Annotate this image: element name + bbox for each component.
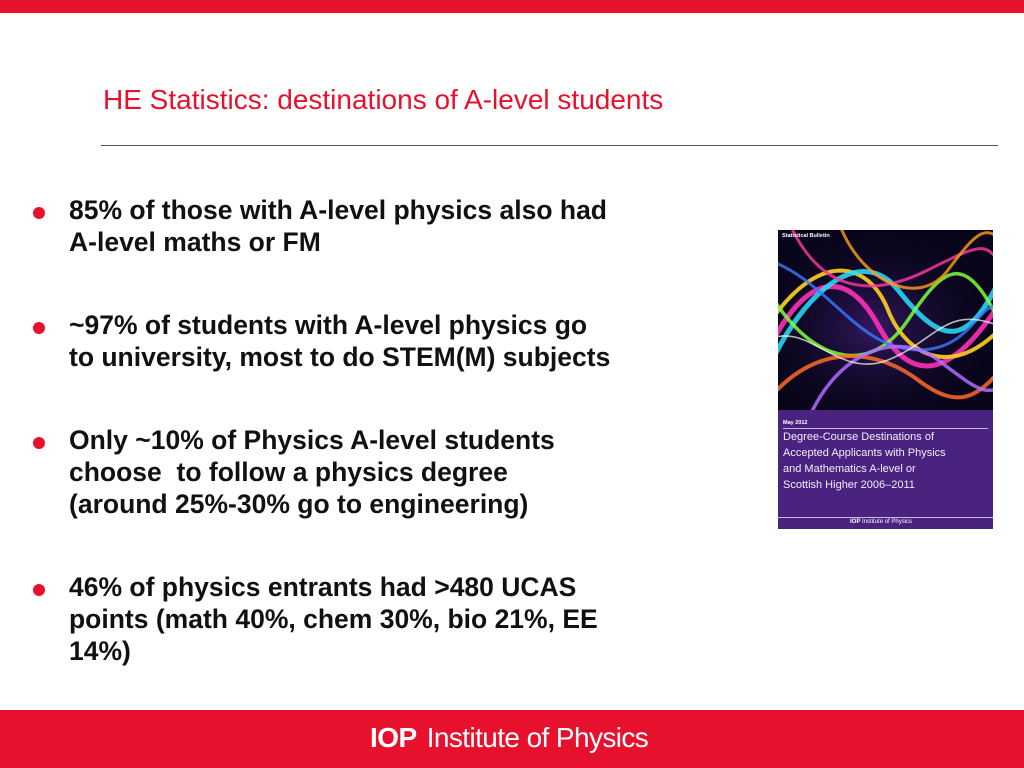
cover-logo	[850, 519, 912, 525]
bullet-item	[30, 194, 770, 258]
cover-heading-line: and Mathematics A-level or	[783, 463, 916, 475]
bullet-text: choose to follow a physics degree	[69, 457, 508, 487]
cover-series-label: Statistical Bulletin	[782, 233, 830, 239]
bullet-text: points (math 40%, chem 30%, bio 21%, EE	[69, 604, 598, 634]
cover-heading-line: Scottish Higher 2006–2011	[783, 479, 915, 491]
bullet-text: Only ~10% of Physics A-level students	[69, 425, 555, 455]
bullet-list	[30, 194, 770, 667]
iop-logo	[370, 722, 648, 754]
top-accent-bar	[0, 0, 1024, 13]
bullet-text: to university, most to do STEM(M) subjects	[69, 342, 611, 372]
bullet-dot-icon	[33, 322, 45, 334]
bullet-text: 46% of physics entrants had >480 UCAS	[69, 572, 577, 602]
footer-bar	[0, 710, 1024, 768]
cover-heading	[783, 429, 991, 493]
report-cover-image	[778, 230, 993, 529]
cover-logo-abbr: IOP	[850, 519, 861, 525]
bullet-item	[30, 309, 770, 373]
bullet-dot-icon	[33, 207, 45, 219]
bullet-item	[30, 571, 770, 667]
bullet-item	[30, 424, 770, 520]
cover-footer-rule	[778, 517, 993, 518]
slide-title: HE Statistics: destinations of A-level students	[103, 84, 664, 115]
bullet-dot-icon	[33, 437, 45, 449]
bullet-text: (around 25%-30% go to engineering)	[69, 489, 529, 519]
cover-heading-line: Degree-Course Destinations of	[783, 431, 935, 443]
light-trails-artwork	[778, 230, 993, 410]
iop-logo-abbr: IOP	[370, 722, 417, 753]
cover-logo-name: Institute of Physics	[862, 519, 913, 525]
iop-logo-name: Institute of Physics	[426, 722, 649, 753]
cover-date: May 2012	[783, 420, 808, 426]
bullet-text: A-level maths or FM	[69, 227, 321, 257]
bullet-text: 14%)	[69, 636, 131, 666]
bullet-text: ~97% of students with A-level physics go	[69, 310, 588, 340]
bullet-dot-icon	[33, 584, 45, 596]
cover-heading-line: Accepted Applicants with Physics	[783, 447, 946, 459]
bullet-text: 85% of those with A-level physics also had	[69, 195, 607, 225]
title-divider	[101, 145, 998, 146]
